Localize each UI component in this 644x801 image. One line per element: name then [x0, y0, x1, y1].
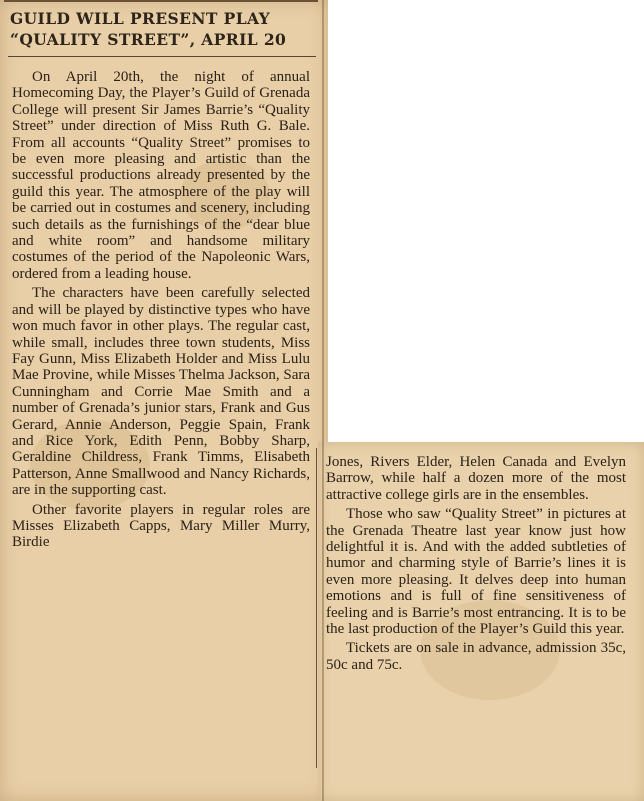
article-paragraph: Those who saw “Quality Street” in pictures at the Grenada Theatre last year know just how delightful it is. And with the added subtleties of humor and charming style of Barrie’s lines it is even more pleasing. It delves deep into human emotions and is full of fine sensitiveness of feeling and is Barrie’s most entrancing. It is to be the last production of the Player’s Guild this year.: [326, 506, 626, 638]
headline-line-1: GUILD WILL PRESENT PLAY: [10, 9, 271, 28]
article-paragraph: The characters have been carefully selected and will be played by distinctive types who have won much favor in other plays. The regular cast, while small, includes three town students, Miss Fay Gunn, Miss Elizabeth Holder and Miss Lulu Mae Provine, while Misses Thelma Jackson, Sara Cunningham and Corrie Mae Smith and a number of Grenada’s junior stars, Frank and Gus Gerard, Annie Anderson, Peggie Spain, Frank and Rice York, Edith Penn, Bobby Sharp, Geraldine Childress, Frank Timms, Elisabeth Patterson, Anne Smallwood and Nancy Richards, are in the supporting cast.: [12, 285, 311, 499]
article-paragraph: Jones, Rivers Elder, Helen Canada and Evelyn Barrow, while half a dozen more of the most attractive college girls are in the ensembles.: [326, 454, 626, 503]
headline-rule: [8, 56, 316, 57]
article-right-column: [326, 454, 626, 676]
column-rule: [316, 448, 317, 768]
article-paragraph: On April 20th, the night of annual Homecoming Day, the Player’s Guild of Grenada College will present Sir James Barrie’s “Quality Street” under direction of Miss Ruth G. Bale. From all accounts “Quality Street” promises to be even more pleasing and artistic than the successful productions already presented by the guild this year. The atmosphere of the play will be carried out in costumes and scenery, including such details as the furnishings of the “dear blue and white room” and handsome military costumes of the period of the Napoleonic Wars, ordered from a leading house.: [12, 69, 310, 282]
headline-line-2: “QUALITY STREET”, APRIL 20: [10, 30, 287, 49]
fold-line: [322, 0, 324, 801]
article-paragraph: Tickets are on sale in advance, admission 35c, 50c and 75c.: [326, 640, 626, 673]
top-rule: [4, 0, 318, 2]
headline: [10, 8, 315, 50]
article-left-column: [12, 69, 310, 554]
article-paragraph: Other favorite players in regular roles are Misses Elizabeth Capps, Mary Miller Murry, Birdie: [12, 501, 310, 551]
